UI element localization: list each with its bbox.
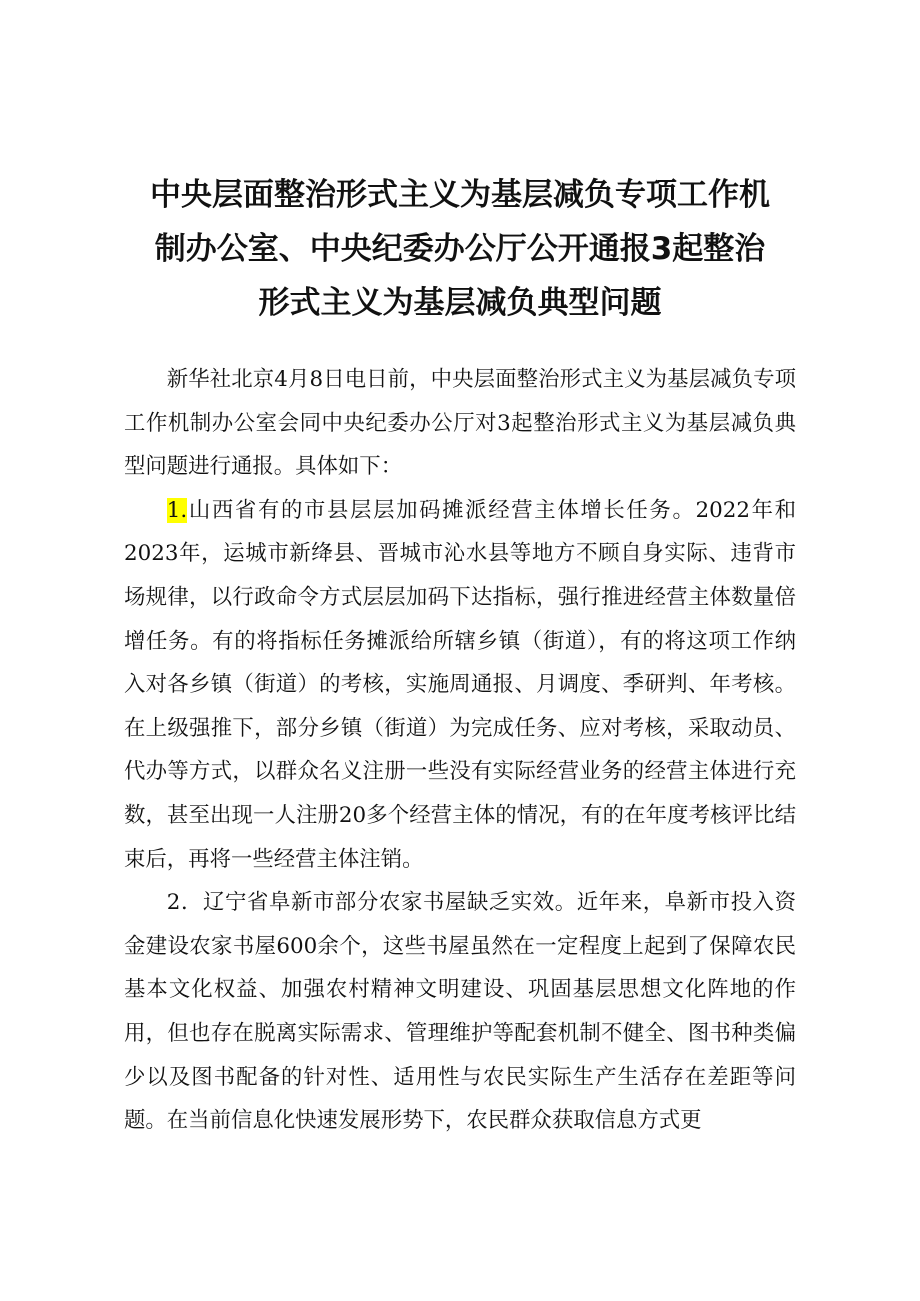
item-2-number: 2． (166, 890, 203, 916)
item-1-text: 山西省有的市县层层加码摊派经营主体增长任务。2022年和2023年，运城市新绛县、晋城市沁水县等地方不顾自身实际、违背市场规律，以行政命令方式层层加码下达指标，强行推进经营主体数量倍增任务。有的将指标任务摊派给所辖乡镇（街道），有的将这项工作纳入对各乡镇（街道）的考核，实施周通报、月调度、季研判、年考核。在上级强推下，部分乡镇（街道）为完成任务、应对考核，采取动员、代办等方式，以群众名义注册一些没有实际经营业务的经营主体进行充数，甚至出现一人注册20多个经营主体的情况，有的在年度考核评比结束后，再将一些经营主体注销。 (124, 497, 796, 872)
title-line-3: 形式主义为基层减负典型问题 (258, 285, 662, 321)
title-line-1: 中央层面整治形式主义为基层减负专项工作机 (150, 177, 770, 213)
item-1-number-highlighted: 1. (166, 497, 188, 523)
title-line-2: 制办公室、中央纪委办公厅公开通报3起整治 (154, 231, 766, 267)
document-title (120, 168, 800, 330)
item-1-paragraph (124, 489, 796, 881)
item-2-paragraph (124, 881, 796, 1143)
document-body (124, 358, 796, 1143)
item-2-text: 辽宁省阜新市部分农家书屋缺乏实效。近年来，阜新市投入资金建设农家书屋600余个，这些书屋虽然在一定程度上起到了保障农民基本文化权益、加强农村精神文明建设、巩固基层思想文化阵地的作用，但也存在脱离实际需求、管理维护等配套机制不健全、图书种类偏少以及图书配备的针对性、适用性与农民实际生产生活存在差距等问题。在当前信息化快速发展形势下，农民群众获取信息方式更 (124, 890, 796, 1134)
intro-text: 新华社北京4月8日电日前，中央层面整治形式主义为基层减负专项工作机制办公室会同中央纪委办公厅对3起整治形式主义为基层减负典型问题进行通报。具体如下： (124, 367, 796, 480)
intro-paragraph (124, 358, 796, 489)
